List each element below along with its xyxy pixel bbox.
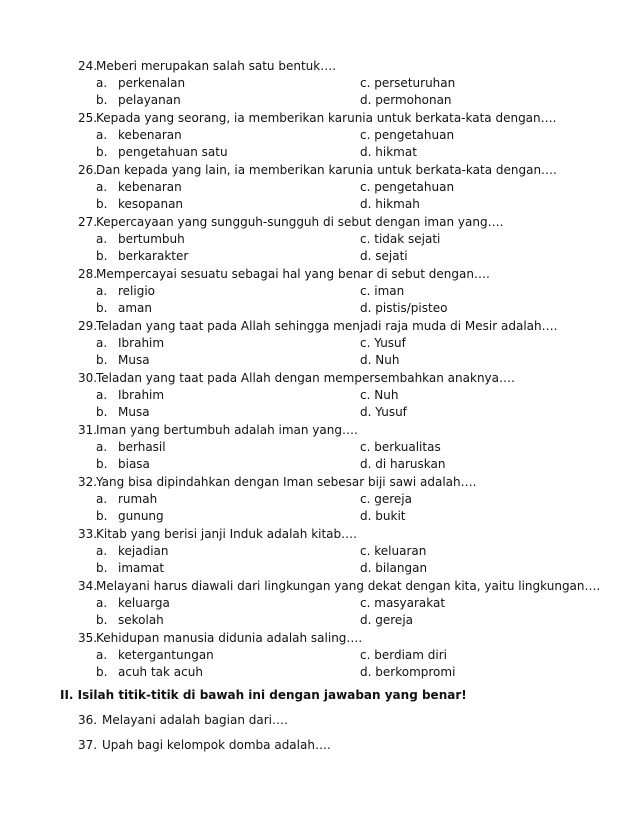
question-number: 32. xyxy=(78,475,98,489)
option-text: hikmat xyxy=(375,145,417,159)
option-b xyxy=(96,508,164,524)
option-b xyxy=(96,144,228,160)
option-text: Ibrahim xyxy=(118,388,165,402)
question-number: 33. xyxy=(78,527,98,541)
option-letter: a. xyxy=(96,128,108,142)
option-letter: d. xyxy=(360,249,372,263)
option-text: Yusuf xyxy=(375,405,407,419)
question-text: Dan kepada yang lain, ia memberikan karunia untuk berkata-kata dengan…. xyxy=(96,163,557,177)
option-d xyxy=(360,300,447,316)
question-stem xyxy=(78,110,556,126)
question-text: Kepada yang seorang, ia memberikan karunia untuk berkata-kata dengan…. xyxy=(96,111,557,125)
option-letter: a. xyxy=(96,232,108,246)
option-d xyxy=(360,664,455,680)
option-letter: a. xyxy=(96,180,108,194)
question-stem xyxy=(78,422,358,438)
option-text: masyarakat xyxy=(374,596,446,610)
option-text: religio xyxy=(118,284,156,298)
option-text: Nuh xyxy=(374,388,399,402)
option-letter: c. xyxy=(360,388,371,402)
option-letter: c. xyxy=(360,336,371,350)
option-text: Yusuf xyxy=(374,336,406,350)
option-text: ketergantungan xyxy=(118,648,214,662)
option-text: keluarga xyxy=(118,596,170,610)
option-letter: a. xyxy=(96,336,108,350)
option-c xyxy=(360,595,445,611)
question-number: 25. xyxy=(78,111,98,125)
essay-number: 37. xyxy=(78,738,98,752)
option-a xyxy=(96,387,164,403)
option-b xyxy=(96,664,203,680)
option-letter: b. xyxy=(96,145,108,159)
option-letter: a. xyxy=(96,544,108,558)
option-b xyxy=(96,352,150,368)
option-letter: d. xyxy=(360,301,372,315)
question-stem xyxy=(78,474,476,490)
option-text: permohonan xyxy=(375,93,452,107)
question-stem xyxy=(78,162,557,178)
option-letter: a. xyxy=(96,76,108,90)
option-letter: d. xyxy=(360,353,372,367)
option-text: pengetahuan satu xyxy=(118,145,228,159)
option-letter: d. xyxy=(360,197,372,211)
option-letter: c. xyxy=(360,492,371,506)
option-letter: d. xyxy=(360,405,372,419)
option-text: keluaran xyxy=(374,544,427,558)
option-letter: b. xyxy=(96,613,108,627)
question-text: Mempercayai sesuatu sebagai hal yang benar di sebut dengan…. xyxy=(96,267,490,281)
option-text: berkompromi xyxy=(375,665,456,679)
question-block xyxy=(0,58,638,110)
option-letter: b. xyxy=(96,665,108,679)
question-number: 26. xyxy=(78,163,98,177)
option-c xyxy=(360,387,398,403)
option-letter: c. xyxy=(360,284,371,298)
question-text: Iman yang bertumbuh adalah iman yang…. xyxy=(96,423,358,437)
option-text: kejadian xyxy=(118,544,169,558)
question-number: 28. xyxy=(78,267,98,281)
question-text: Melayani harus diawali dari lingkungan yang dekat dengan kita, yaitu lingkungan…. xyxy=(96,579,601,593)
question-list xyxy=(0,58,638,682)
option-a xyxy=(96,491,157,507)
option-letter: d. xyxy=(360,561,372,575)
option-a xyxy=(96,75,185,91)
option-letter: b. xyxy=(96,457,108,471)
option-letter: a. xyxy=(96,388,108,402)
question-stem xyxy=(78,370,515,386)
question-block xyxy=(0,370,638,422)
option-letter: b. xyxy=(96,561,108,575)
option-text: berkarakter xyxy=(118,249,189,263)
option-c xyxy=(360,439,441,455)
option-a xyxy=(96,283,155,299)
option-b xyxy=(96,456,150,472)
question-number: 30. xyxy=(78,371,98,385)
option-a xyxy=(96,179,182,195)
option-c xyxy=(360,179,454,195)
question-block xyxy=(0,162,638,214)
option-letter: d. xyxy=(360,509,372,523)
option-text: pengetahuan xyxy=(374,180,455,194)
option-text: rumah xyxy=(118,492,158,506)
question-block xyxy=(0,214,638,266)
question-number: 34. xyxy=(78,579,98,593)
option-letter: c. xyxy=(360,648,371,662)
option-text: bilangan xyxy=(375,561,428,575)
question-block xyxy=(0,630,638,682)
option-letter: c. xyxy=(360,440,371,454)
option-d xyxy=(360,612,413,628)
option-text: iman xyxy=(374,284,405,298)
question-stem xyxy=(78,630,362,646)
option-d xyxy=(360,508,405,524)
option-c xyxy=(360,231,440,247)
option-text: gunung xyxy=(118,509,164,523)
option-text: tidak sejati xyxy=(374,232,441,246)
option-d xyxy=(360,560,427,576)
question-stem xyxy=(78,214,503,230)
option-letter: d. xyxy=(360,145,372,159)
question-number: 29. xyxy=(78,319,98,333)
question-block xyxy=(0,266,638,318)
option-a xyxy=(96,439,166,455)
essay-number: 36. xyxy=(78,713,98,727)
option-letter: a. xyxy=(96,492,108,506)
option-a xyxy=(96,543,169,559)
option-letter: b. xyxy=(96,93,108,107)
option-text: Ibrahim xyxy=(118,336,165,350)
question-stem xyxy=(78,266,490,282)
question-block xyxy=(0,526,638,578)
option-text: berdiam diri xyxy=(374,648,447,662)
option-text: Musa xyxy=(118,353,150,367)
option-d xyxy=(360,92,452,108)
option-text: aman xyxy=(118,301,153,315)
option-text: bertumbuh xyxy=(118,232,185,246)
option-letter: b. xyxy=(96,353,108,367)
question-text: Kehidupan manusia didunia adalah saling…. xyxy=(96,631,363,645)
question-number: 35. xyxy=(78,631,98,645)
question-text: Meberi merupakan salah satu bentuk…. xyxy=(96,59,337,73)
option-a xyxy=(96,335,164,351)
question-number: 27. xyxy=(78,215,98,229)
question-stem xyxy=(78,578,600,594)
option-letter: a. xyxy=(96,596,108,610)
option-c xyxy=(360,335,406,351)
question-block xyxy=(0,422,638,474)
option-letter: a. xyxy=(96,648,108,662)
option-text: berhasil xyxy=(118,440,166,454)
option-text: gereja xyxy=(375,613,414,627)
option-text: acuh tak acuh xyxy=(118,665,203,679)
question-text: Teladan yang taat pada Allah sehingga menjadi raja muda di Mesir adalah…. xyxy=(96,319,558,333)
option-letter: c. xyxy=(360,128,371,142)
option-text: kebenaran xyxy=(118,180,182,194)
option-text: kebenaran xyxy=(118,128,182,142)
option-text: bukit xyxy=(375,509,406,523)
option-letter: b. xyxy=(96,249,108,263)
option-text: biasa xyxy=(118,457,150,471)
option-letter: a. xyxy=(96,440,108,454)
option-c xyxy=(360,75,455,91)
option-text: di haruskan xyxy=(375,457,446,471)
option-c xyxy=(360,543,426,559)
option-letter: d. xyxy=(360,613,372,627)
option-d xyxy=(360,196,420,212)
option-c xyxy=(360,283,404,299)
question-stem xyxy=(78,318,557,334)
option-a xyxy=(96,127,182,143)
option-text: Nuh xyxy=(375,353,400,367)
option-letter: d. xyxy=(360,665,372,679)
option-text: berkualitas xyxy=(374,440,441,454)
option-text: sejati xyxy=(375,249,408,263)
option-letter: b. xyxy=(96,301,108,315)
option-b xyxy=(96,560,164,576)
question-block xyxy=(0,110,638,162)
option-b xyxy=(96,612,164,628)
option-text: pelayanan xyxy=(118,93,181,107)
option-b xyxy=(96,92,181,108)
option-text: perseturuhan xyxy=(374,76,456,90)
option-letter: a. xyxy=(96,284,108,298)
option-text: hikmah xyxy=(375,197,420,211)
option-text: pistis/pisteo xyxy=(375,301,448,315)
option-letter: b. xyxy=(96,509,108,523)
question-block xyxy=(0,318,638,370)
option-text: kesopanan xyxy=(118,197,184,211)
question-text: Kepercayaan yang sungguh-sungguh di sebut dengan iman yang…. xyxy=(96,215,504,229)
question-block xyxy=(0,578,638,630)
option-letter: b. xyxy=(96,197,108,211)
question-stem xyxy=(78,526,357,542)
option-b xyxy=(96,248,188,264)
essay-text: Upah bagi kelompok domba adalah…. xyxy=(102,738,331,752)
option-a xyxy=(96,231,185,247)
option-a xyxy=(96,647,214,663)
option-letter: d. xyxy=(360,93,372,107)
option-text: perkenalan xyxy=(118,76,186,90)
essay-item xyxy=(78,713,288,727)
option-letter: b. xyxy=(96,405,108,419)
option-text: Musa xyxy=(118,405,150,419)
question-text: Teladan yang taat pada Allah dengan mempersembahkan anaknya…. xyxy=(96,371,515,385)
option-letter: c. xyxy=(360,544,371,558)
option-letter: c. xyxy=(360,180,371,194)
question-number: 24. xyxy=(78,59,98,73)
option-c xyxy=(360,647,447,663)
question-number: 31. xyxy=(78,423,98,437)
question-stem xyxy=(78,58,336,74)
question-text: Kitab yang berisi janji Induk adalah kitab…. xyxy=(96,527,357,541)
section-2-heading: II. Isilah titik-titik di bawah ini dengan jawaban yang benar! xyxy=(60,688,467,702)
option-b xyxy=(96,196,183,212)
option-c xyxy=(360,491,412,507)
option-text: pengetahuan xyxy=(374,128,455,142)
option-letter: c. xyxy=(360,232,371,246)
option-d xyxy=(360,456,445,472)
option-d xyxy=(360,144,417,160)
option-b xyxy=(96,404,150,420)
option-text: gereja xyxy=(374,492,412,506)
essay-item xyxy=(78,738,331,752)
option-letter: d. xyxy=(360,457,372,471)
question-text: Yang bisa dipindahkan dengan Iman sebesar biji sawi adalah…. xyxy=(96,475,477,489)
option-letter: c. xyxy=(360,596,371,610)
question-block xyxy=(0,474,638,526)
option-d xyxy=(360,248,408,264)
option-a xyxy=(96,595,170,611)
option-text: sekolah xyxy=(118,613,164,627)
option-d xyxy=(360,404,407,420)
option-d xyxy=(360,352,399,368)
option-c xyxy=(360,127,454,143)
option-b xyxy=(96,300,152,316)
option-text: imamat xyxy=(118,561,165,575)
option-letter: c. xyxy=(360,76,371,90)
essay-text: Melayani adalah bagian dari…. xyxy=(102,713,288,727)
